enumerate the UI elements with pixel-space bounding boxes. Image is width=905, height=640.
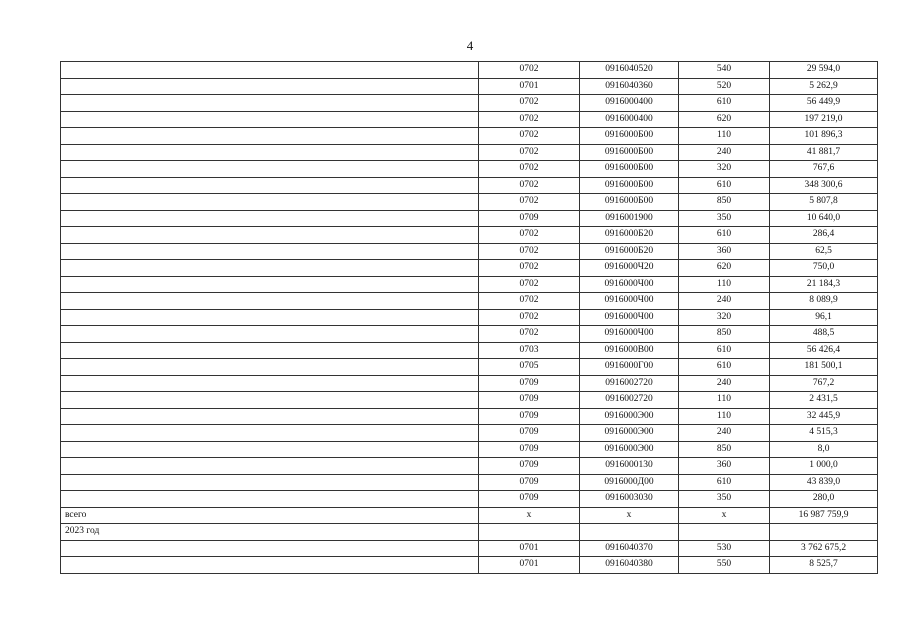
- target-code-cell: 0916000Б00: [580, 128, 679, 145]
- expense-type-cell: 240: [679, 293, 770, 310]
- table-row: [61, 408, 878, 425]
- amount-cell: 62,5: [770, 243, 878, 260]
- amount-cell: 767,2: [770, 375, 878, 392]
- section-cell: 0702: [479, 243, 580, 260]
- target-code-cell: 0916000Б00: [580, 144, 679, 161]
- expense-type-cell: 240: [679, 425, 770, 442]
- section-cell: 0702: [479, 128, 580, 145]
- expense-type-cell: 610: [679, 227, 770, 244]
- expense-type-cell: 850: [679, 326, 770, 343]
- table-row: [61, 161, 878, 178]
- table-row: [61, 326, 878, 343]
- row-name-cell: [61, 227, 479, 244]
- target-code-cell: х: [580, 507, 679, 524]
- target-code-cell: 0916000Б00: [580, 161, 679, 178]
- row-name-cell: [61, 95, 479, 112]
- amount-cell: 5 807,8: [770, 194, 878, 211]
- section-cell: 0705: [479, 359, 580, 376]
- row-name-cell: [61, 293, 479, 310]
- expense-type-cell: х: [679, 507, 770, 524]
- table-row: [61, 524, 878, 541]
- target-code-cell: 0916000400: [580, 95, 679, 112]
- table-row: [61, 95, 878, 112]
- row-name-cell: [61, 392, 479, 409]
- target-code-cell: 0916000Д00: [580, 474, 679, 491]
- table-row: [61, 458, 878, 475]
- row-name-cell: [61, 111, 479, 128]
- expense-type-cell: 350: [679, 210, 770, 227]
- expense-type-cell: 530: [679, 540, 770, 557]
- table-row: [61, 276, 878, 293]
- table-row: [61, 474, 878, 491]
- target-code-cell: 0916000Г00: [580, 359, 679, 376]
- section-cell: 0702: [479, 144, 580, 161]
- amount-cell: 43 839,0: [770, 474, 878, 491]
- amount-cell: 29 594,0: [770, 62, 878, 79]
- section-cell: 0709: [479, 210, 580, 227]
- row-name-cell: [61, 177, 479, 194]
- table-row: [61, 441, 878, 458]
- section-cell: 0701: [479, 540, 580, 557]
- amount-cell: [770, 524, 878, 541]
- table-row: [61, 78, 878, 95]
- expense-type-cell: 360: [679, 243, 770, 260]
- row-name-cell: [61, 243, 479, 260]
- expense-type-cell: 610: [679, 359, 770, 376]
- row-name-cell: [61, 408, 479, 425]
- row-name-cell: [61, 540, 479, 557]
- target-code-cell: 0916040380: [580, 557, 679, 574]
- expense-type-cell: 320: [679, 161, 770, 178]
- section-cell: 0702: [479, 227, 580, 244]
- section-cell: 0709: [479, 458, 580, 475]
- amount-cell: 197 219,0: [770, 111, 878, 128]
- budget-table: [60, 61, 878, 574]
- expense-type-cell: [679, 524, 770, 541]
- row-name-cell: [61, 276, 479, 293]
- table-row: [61, 491, 878, 508]
- section-cell: 0702: [479, 326, 580, 343]
- target-code-cell: 0916000Б00: [580, 177, 679, 194]
- expense-type-cell: 610: [679, 95, 770, 112]
- expense-type-cell: 850: [679, 194, 770, 211]
- section-cell: 0702: [479, 309, 580, 326]
- target-code-cell: 0916000Ч20: [580, 260, 679, 277]
- table-row: [61, 293, 878, 310]
- expense-type-cell: 240: [679, 144, 770, 161]
- expense-type-cell: 110: [679, 392, 770, 409]
- row-name-cell: [61, 491, 479, 508]
- row-name-cell: 2023 год: [61, 524, 479, 541]
- amount-cell: 32 445,9: [770, 408, 878, 425]
- table-row: [61, 194, 878, 211]
- table-row: [61, 62, 878, 79]
- table-row: [61, 210, 878, 227]
- amount-cell: 96,1: [770, 309, 878, 326]
- table-row: [61, 227, 878, 244]
- section-cell: 0702: [479, 95, 580, 112]
- row-name-cell: [61, 144, 479, 161]
- row-name-cell: [61, 375, 479, 392]
- section-cell: 0702: [479, 177, 580, 194]
- target-code-cell: 0916002720: [580, 375, 679, 392]
- row-name-cell: [61, 309, 479, 326]
- amount-cell: 41 881,7: [770, 144, 878, 161]
- section-cell: [479, 524, 580, 541]
- amount-cell: 56 449,9: [770, 95, 878, 112]
- table-row: [61, 177, 878, 194]
- target-code-cell: [580, 524, 679, 541]
- expense-type-cell: 550: [679, 557, 770, 574]
- target-code-cell: 0916000Ч00: [580, 309, 679, 326]
- expense-type-cell: 620: [679, 260, 770, 277]
- amount-cell: 56 426,4: [770, 342, 878, 359]
- row-name-cell: [61, 210, 479, 227]
- expense-type-cell: 110: [679, 408, 770, 425]
- table-row: [61, 260, 878, 277]
- amount-cell: 1 000,0: [770, 458, 878, 475]
- expense-type-cell: 540: [679, 62, 770, 79]
- row-name-cell: [61, 62, 479, 79]
- section-cell: 0709: [479, 491, 580, 508]
- amount-cell: 286,4: [770, 227, 878, 244]
- section-cell: 0702: [479, 161, 580, 178]
- amount-cell: 10 640,0: [770, 210, 878, 227]
- amount-cell: 5 262,9: [770, 78, 878, 95]
- section-cell: 0701: [479, 78, 580, 95]
- table-row: [61, 111, 878, 128]
- section-cell: 0709: [479, 408, 580, 425]
- table-row: [61, 375, 878, 392]
- section-cell: 0709: [479, 392, 580, 409]
- row-name-cell: [61, 474, 479, 491]
- row-name-cell: [61, 425, 479, 442]
- table-row: [61, 309, 878, 326]
- table-row: [61, 342, 878, 359]
- amount-cell: 767,6: [770, 161, 878, 178]
- section-cell: 0702: [479, 293, 580, 310]
- target-code-cell: 0916000130: [580, 458, 679, 475]
- table-row: [61, 128, 878, 145]
- expense-type-cell: 350: [679, 491, 770, 508]
- amount-cell: 348 300,6: [770, 177, 878, 194]
- table-row: [61, 359, 878, 376]
- row-name-cell: [61, 128, 479, 145]
- target-code-cell: 0916000В00: [580, 342, 679, 359]
- amount-cell: 8,0: [770, 441, 878, 458]
- table-row: [61, 144, 878, 161]
- target-code-cell: 0916000Б20: [580, 227, 679, 244]
- target-code-cell: 0916000Э00: [580, 425, 679, 442]
- section-cell: 0703: [479, 342, 580, 359]
- amount-cell: 3 762 675,2: [770, 540, 878, 557]
- amount-cell: 280,0: [770, 491, 878, 508]
- expense-type-cell: 610: [679, 177, 770, 194]
- expense-type-cell: 620: [679, 111, 770, 128]
- section-cell: 0709: [479, 375, 580, 392]
- target-code-cell: 0916001900: [580, 210, 679, 227]
- row-name-cell: [61, 342, 479, 359]
- amount-cell: 2 431,5: [770, 392, 878, 409]
- target-code-cell: 0916000Ч00: [580, 293, 679, 310]
- table-row: [61, 392, 878, 409]
- section-cell: 0709: [479, 425, 580, 442]
- table-row: [61, 507, 878, 524]
- target-code-cell: 0916000Э00: [580, 441, 679, 458]
- row-name-cell: [61, 194, 479, 211]
- row-name-cell: [61, 326, 479, 343]
- row-name-cell: [61, 260, 479, 277]
- target-code-cell: 0916000400: [580, 111, 679, 128]
- target-code-cell: 0916000Б00: [580, 194, 679, 211]
- table-body: [61, 62, 878, 574]
- table-row: [61, 540, 878, 557]
- amount-cell: 8 525,7: [770, 557, 878, 574]
- target-code-cell: 0916040520: [580, 62, 679, 79]
- table-row: [61, 425, 878, 442]
- amount-cell: 101 896,3: [770, 128, 878, 145]
- section-cell: 0709: [479, 441, 580, 458]
- table-row: [61, 557, 878, 574]
- row-name-cell: [61, 441, 479, 458]
- section-cell: 0702: [479, 276, 580, 293]
- target-code-cell: 0916003030: [580, 491, 679, 508]
- row-name-cell: [61, 557, 479, 574]
- amount-cell: 4 515,3: [770, 425, 878, 442]
- section-cell: 0709: [479, 474, 580, 491]
- row-name-cell: [61, 458, 479, 475]
- row-name-cell: [61, 78, 479, 95]
- expense-type-cell: 610: [679, 342, 770, 359]
- amount-cell: 8 089,9: [770, 293, 878, 310]
- row-name-cell: всего: [61, 507, 479, 524]
- row-name-cell: [61, 161, 479, 178]
- amount-cell: 16 987 759,9: [770, 507, 878, 524]
- expense-type-cell: 610: [679, 474, 770, 491]
- section-cell: 0701: [479, 557, 580, 574]
- expense-type-cell: 520: [679, 78, 770, 95]
- target-code-cell: 0916040360: [580, 78, 679, 95]
- target-code-cell: 0916040370: [580, 540, 679, 557]
- amount-cell: 181 500,1: [770, 359, 878, 376]
- target-code-cell: 0916002720: [580, 392, 679, 409]
- expense-type-cell: 360: [679, 458, 770, 475]
- section-cell: 0702: [479, 260, 580, 277]
- target-code-cell: 0916000Ч00: [580, 326, 679, 343]
- amount-cell: 21 184,3: [770, 276, 878, 293]
- row-name-cell: [61, 359, 479, 376]
- section-cell: 0702: [479, 62, 580, 79]
- expense-type-cell: 850: [679, 441, 770, 458]
- section-cell: 0702: [479, 194, 580, 211]
- page-number: 4: [466, 38, 474, 53]
- table-row: [61, 243, 878, 260]
- section-cell: 0702: [479, 111, 580, 128]
- amount-cell: 750,0: [770, 260, 878, 277]
- target-code-cell: 0916000Ч00: [580, 276, 679, 293]
- expense-type-cell: 110: [679, 128, 770, 145]
- expense-type-cell: 320: [679, 309, 770, 326]
- expense-type-cell: 240: [679, 375, 770, 392]
- target-code-cell: 0916000Э00: [580, 408, 679, 425]
- expense-type-cell: 110: [679, 276, 770, 293]
- amount-cell: 488,5: [770, 326, 878, 343]
- target-code-cell: 0916000Б20: [580, 243, 679, 260]
- section-cell: х: [479, 507, 580, 524]
